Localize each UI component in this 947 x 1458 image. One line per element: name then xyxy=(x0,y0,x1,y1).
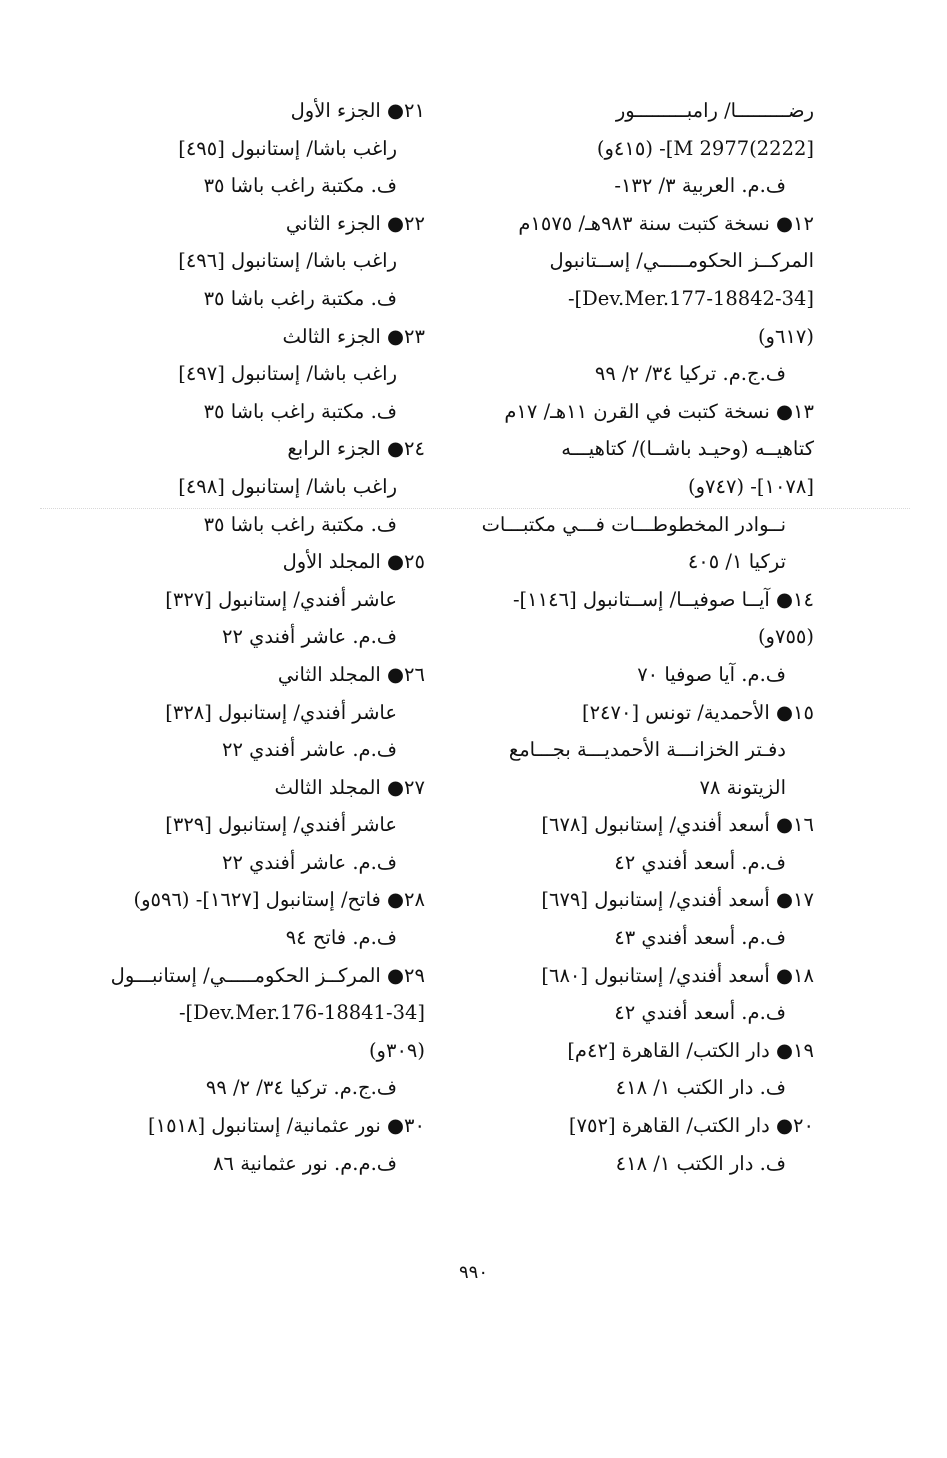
right-column-line-entry: ١٦● أسعد أفندي/ إستانبول [٦٧٨] xyxy=(541,813,814,837)
left-column-line-cont: [34-Dev.Mer.176-18841]- xyxy=(178,1001,425,1025)
left-column-line-cont: (٣٠٩و) xyxy=(368,1038,425,1062)
left-column-line-entry: ٢٩● المركــز الحكومـــــي/ إستانبـــول xyxy=(110,963,425,987)
left-column-line-entry: ٢٧● المجلد الثالث xyxy=(274,775,425,799)
left-column-line-sub: عاشر أفندي/ إستانبول [٣٢٨] xyxy=(165,700,397,724)
right-column-line-cont: كتاهيــه (وحيـد باشــا)/ كتاهيـــه xyxy=(561,437,814,461)
right-column-line-sub: ف.ج.م. تركيا ٣٤/ ٢/ ٩٩ xyxy=(594,362,786,386)
right-column-line-sub: نــوادر المخطوطـــات فـــي مكتبـــات xyxy=(481,512,786,536)
right-column-line-sub: ف. دار الكتب ١/ ٤١٨ xyxy=(615,1076,786,1100)
right-column-line-entry: ٢٠● دار الكتب/ القاهرة [٧٥٢] xyxy=(568,1114,814,1138)
left-column-line-sub: عاشر أفندي/ إستانبول [٣٢٧] xyxy=(165,587,397,611)
left-column-line-entry: ٢٦● المجلد الثاني xyxy=(277,662,425,686)
left-column-line-sub: ف. مكتبة راغب باشا ٣٥ xyxy=(203,286,397,310)
left-column-line-sub: ف. مكتبة راغب باشا ٣٥ xyxy=(203,512,397,536)
left-column-line-sub: راغب باشا/ إستانبول [٤٩٨] xyxy=(178,474,397,498)
right-column-line-sub: ف.م. العربية ٣/ ١٣٢- xyxy=(614,174,786,198)
left-column-line-sub: ف.م.م. نور عثمانية ٨٦ xyxy=(213,1151,397,1175)
right-column-line-sub: ف. دار الكتب ١/ ٤١٨ xyxy=(615,1151,786,1175)
right-column-line-entry: ١٣● نسخة كتبت في القرن ١١هـ/ ١٧م xyxy=(504,399,814,423)
left-column-line-entry: ٢٣● الجزء الثالث xyxy=(282,324,425,348)
left-column-line-entry: ٢١● الجزء الأول xyxy=(290,99,425,122)
right-column-line-cont: [2222)2977 M]- (٤١٥و) xyxy=(596,136,814,160)
left-column-line-sub: ف.م. عاشر أفندي ٢٢ xyxy=(221,625,397,649)
page-number: ٩٩٠ xyxy=(458,1262,488,1283)
right-column-line-cont: (٦١٧و) xyxy=(757,324,814,348)
right-column-line-cont: المركــز الحكومـــــي/ إســتانبول xyxy=(549,249,814,273)
right-column-line-sub: تركيا ١/ ٤٠٥ xyxy=(687,550,786,574)
left-column-line-sub: ف. مكتبة راغب باشا ٣٥ xyxy=(203,174,397,198)
left-column-line-sub: راغب باشا/ إستانبول [٤٩٧] xyxy=(178,362,397,386)
left-column-line-sub: ف.م. فاتح ٩٤ xyxy=(285,926,397,950)
left-column-line-entry: ٢٨● فاتح/ إستانبول [١٦٢٧]- (٥٩٦و) xyxy=(133,888,425,912)
right-column-line-entry: ١٧● أسعد أفندي/ إستانبول [٦٧٩] xyxy=(541,888,814,912)
right-column-line-sub: الزيتونة ٧٨ xyxy=(699,775,786,799)
right-column-line-entry: ١٢● نسخة كتبت سنة ٩٨٣هـ/ ١٥٧٥م xyxy=(518,211,814,235)
right-column-line-entry: ١٥● الأحمدية/ تونس [٢٤٧٠] xyxy=(581,700,814,724)
left-column-line-sub: ف. مكتبة راغب باشا ٣٥ xyxy=(203,399,397,423)
left-column-line-entry: ٢٥● المجلد الأول xyxy=(282,550,425,574)
right-column-line-sub: ف.م. آيا صوفيا ٧٠ xyxy=(637,662,786,686)
right-column-line-entry: ١٨● أسعد أفندي/ إستانبول [٦٨٠] xyxy=(541,963,814,987)
left-column-line-sub: ف.م. عاشر أفندي ٢٢ xyxy=(221,850,397,874)
right-column-line-cont: (٧٥٥و) xyxy=(757,625,814,649)
left-column-line-sub: راغب باشا/ إستانبول [٤٩٦] xyxy=(178,249,397,273)
right-column-line-entry: ١٤● آيــا صوفيــا/ إســتانبول [١١٤٦]- xyxy=(512,587,814,611)
left-column-line-sub: عاشر أفندي/ إستانبول [٣٢٩] xyxy=(165,813,397,837)
left-column-line-sub: ف.ج.م. تركيا ٣٤/ ٢/ ٩٩ xyxy=(205,1076,397,1100)
left-column-line-entry: ٢٢● الجزء الثاني xyxy=(285,211,425,235)
right-column-line-entry: ١٩● دار الكتب/ القاهرة [٤٢م] xyxy=(567,1038,814,1062)
left-column xyxy=(85,92,425,1182)
right-column-line-cont: [١٠٧٨]- (٧٤٧و) xyxy=(688,474,814,498)
right-column-line-sub: ف.م. أسعد أفندي ٤٢ xyxy=(614,850,786,874)
left-column-line-entry: ٢٤● الجزء الرابع xyxy=(287,437,425,461)
left-column-line-sub: ف.م. عاشر أفندي ٢٢ xyxy=(221,738,397,762)
right-column xyxy=(474,92,814,1182)
left-column-line-entry: ٣٠● نور عثمانية/ إستانبول [١٥١٨] xyxy=(147,1114,425,1138)
right-column-line-sub: ف.م. أسعد أفندي ٤٢ xyxy=(614,1001,786,1025)
left-column-line-sub: راغب باشا/ إستانبول [٤٩٥] xyxy=(178,136,397,160)
right-column-line-sub: دفـتر الخزانـــة الأحمديـــة بجـــامع xyxy=(508,738,786,762)
right-column-line-cont: رضـــــــــا/ رامبـــــــــور xyxy=(615,99,814,122)
right-column-line-cont: [34-Dev.Mer.177-18842]- xyxy=(567,286,814,310)
right-column-line-sub: ف.م. أسعد أفندي ٤٣ xyxy=(614,926,786,950)
